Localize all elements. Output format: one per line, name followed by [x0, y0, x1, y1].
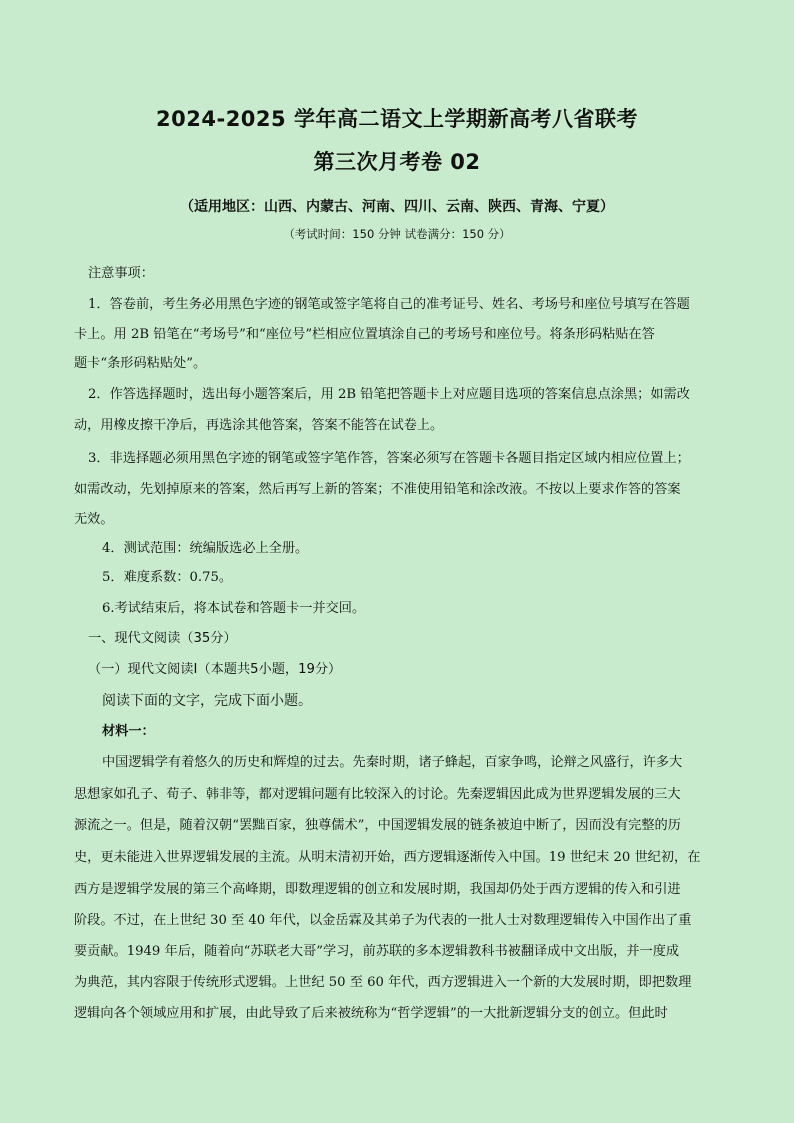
- exam-title-line1: 2024-2025 学年高二语文上学期新高考八省联考: [156, 107, 638, 131]
- notice-line: 无效。: [74, 512, 114, 527]
- notice-line: 1．答卷前，考生务必用黑色字迹的钢笔或签字笔将自己的准考证号、姓名、考场号和座位号填写在答题: [88, 297, 690, 312]
- notice-line: 5．难度系数：0.75。: [102, 570, 233, 585]
- reading-instruction: 阅读下面的文字，完成下面小题。: [102, 693, 312, 709]
- material-line: 为典范，其内容限于传统形式逻辑。上世纪 50 至 60 年代，西方逻辑进入一个新的大发展时期，即把数理: [74, 975, 692, 990]
- notice-heading: 注意事项：: [88, 266, 154, 281]
- material-line: 要贡献。1949 年后，随着向“苏联老大哥”学习，前苏联的多本逻辑教科书被翻译成中文出版，并一度成: [74, 944, 680, 959]
- notice-line: 动，用橡皮擦干净后，再选涂其他答案，答案不能答在试卷上。: [74, 418, 444, 433]
- material-line: 思想家如孔子、荀子、韩非等，都对逻辑问题有比较深入的讨论。先秦逻辑因此成为世界逻辑发展的三大: [74, 787, 681, 802]
- material-line: 逻辑向各个领域应用和扩展，由此导致了后来被统称为“哲学逻辑”的一大批新逻辑分支的创立。但此时: [74, 1006, 668, 1021]
- notice-line: 如需改动，先划掉原来的答案，然后再写上新的答案；不准使用铅笔和涂改液。不按以上要求作答的答案: [74, 482, 681, 497]
- material-line: 阶段。不过，在上世纪 30 至 40 年代，以金岳霖及其弟子为代表的一批人士对数理逻辑传入中国作出了重: [74, 913, 692, 928]
- section-subheading: （一）现代文阅读Ⅰ（本题共5小题，19分）: [88, 662, 342, 677]
- material-line: 中国逻辑学有着悠久的历史和辉煌的过去。先秦时期，诸子蜂起，百家争鸣，论辩之风盛行，许多大: [102, 755, 683, 770]
- material-line: 西方是逻辑学发展的第三个高峰期，即数理逻辑的创立和发展时期，我国却仍处于西方逻辑的传入和引进: [74, 882, 681, 897]
- applicable-regions: （适用地区：山西、内蒙古、河南、四川、云南、陕西、青海、宁夏）: [180, 199, 614, 215]
- notice-line: 6.考试结束后，将本试卷和答题卡一并交回。: [102, 601, 366, 616]
- material-line: 史，更未能进入世界逻辑发展的主流。从明末清初开始，西方逻辑逐渐传入中国。19 世纪末 20 世纪初，在: [74, 850, 701, 865]
- notice-line: 卡上。用 2B 铅笔在“考场号”和“座位号”栏相应位置填涂自己的考场号和座位号。将条形码粘贴在答: [74, 327, 655, 342]
- notice-line: 3．非选择题必须用黑色字迹的钢笔或签字笔作答，答案必须写在答题卡各题目指定区域内相应位置上；: [88, 451, 690, 466]
- notice-line: 2．作答选择题时，选出每小题答案后，用 2B 铅笔把答题卡上对应题目选项的答案信息点涂黑；如需改: [88, 387, 690, 402]
- exam-time-info: （考试时间：150 分钟 试卷满分：150 分）: [283, 227, 511, 241]
- notice-line: 4．测试范围：统编版选必上全册。: [102, 541, 309, 556]
- notice-line: 题卡“条形码粘贴处”。: [74, 356, 207, 371]
- section-heading: 一、现代文阅读（35分）: [88, 631, 237, 646]
- exam-title-line2: 第三次月考卷 02: [313, 150, 481, 174]
- material-label: 材料一：: [102, 724, 155, 739]
- material-line: 源流之一。但是，随着汉朝“罢黜百家，独尊儒术”，中国逻辑发展的链条被迫中断了，因而没有完整的历: [74, 818, 681, 833]
